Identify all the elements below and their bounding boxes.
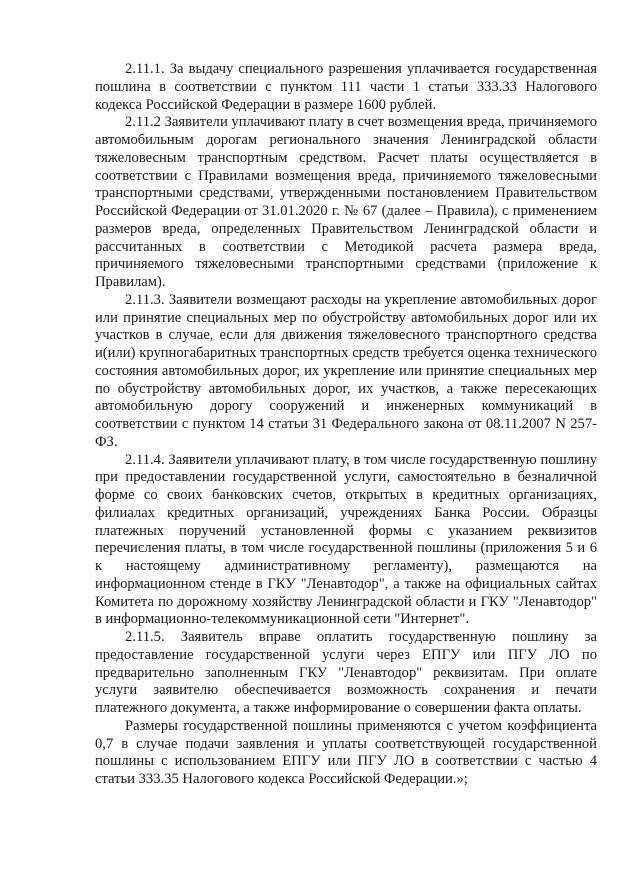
paragraph-2-11-1: 2.11.1. За выдачу специального разрешения уплачивается государственная пошлина в соответствии с пунктом 111 части 1 статьи 333.33 Налогового кодекса Российской Федерации в размере 1600 рублей. [95,61,597,113]
paragraph-fee-coefficient: Размеры государственной пошлины применяются с учетом коэффициента 0,7 в случае подачи заявления и уплаты соответствующей государственной пошлины с использованием ЕПГУ или ПГУ ЛО в соответствии с частью 4 статьи 333.35 Налогового кодекса Российской Федерации.»; [95,717,597,787]
paragraph-2-11-3: 2.11.3. Заявители возмещают расходы на укрепление автомобильных дорог или принятие специальных мер по обустройству автомобильных дорог или их участков в случае, если для движения тяжеловесного транспортного средства и(или) крупногабаритных транспортных средств требуется оценка технического состояния автомобильных дорог, их укрепление или принятие специальных мер по обустройству автомобильных дорог, их участков, а также пересекающих автомобильную дорогу сооружений и инженерных коммуникаций в соответствии с пунктом 14 статьи 31 Федерального закона от 08.11.2007 N 257-ФЗ. [95,291,597,450]
paragraph-2-11-5: 2.11.5. Заявитель вправе оплатить государственную пошлину за предоставление государственной услуги через ЕПГУ или ПГУ ЛО по предварительно заполненным ГКУ "Ленавтодор" реквизитам. При оплате услуги заявителю обеспечивается возможность сохранения и печати платежного документа, а также информирование о совершении факта оплаты. [95,629,597,716]
paragraph-2-11-2: 2.11.2 Заявители уплачивают плату в счет возмещения вреда, причиняемого автомобильным дорогам регионального значения Ленинградской области тяжеловесным транспортным средством. Расчет платы осуществляется в соответствии с Правилами возмещения вреда, причиняемого тяжеловесными транспортными средствами, утвержденными постановлением Правительством Российской Федерации от 31.01.2020 г. № 67 (далее – Правила), с применением размеров вреда, определенных Правительством Ленинградской области и рассчитанных в соответствии с Методикой расчета размера вреда, причиняемого тяжеловесными транспортными средствами (приложение к Правилам). [95,114,597,290]
paragraph-2-11-4: 2.11.4. Заявители уплачивают плату, в том числе государственную пошлину при предоставлении государственной услуги, самостоятельно в безналичной форме со своих банковских счетов, открытых в кредитных организациях, филиалах кредитных организаций, учреждениях Банка России. Образцы платежных поручений установленной формы с указанием реквизитов перечисления платы, в том числе государственной пошлины (приложения 5 и 6 к настоящему административному регламенту), размещаются на информационном стенде в ГКУ "Ленавтодор", а также на официальных сайтах Комитета по дорожному хозяйству Ленинградской области и ГКУ "Ленавтодор" в информационно-телекоммуникационной сети "Интернет". [95,451,597,628]
document-body [95,61,597,789]
